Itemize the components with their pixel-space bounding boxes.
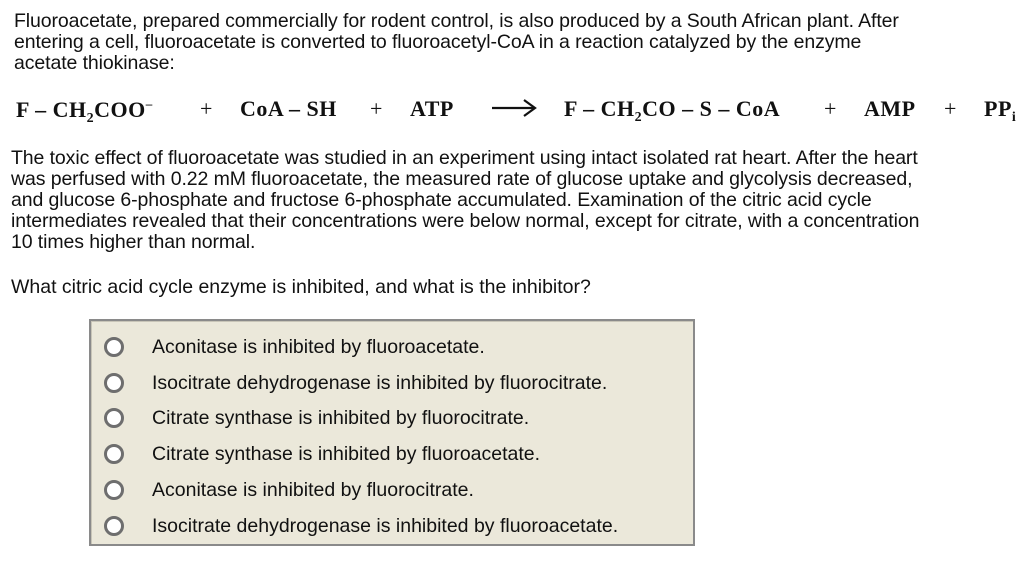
question-text: What citric acid cycle enzyme is inhibited, and what is the inhibitor?	[11, 276, 591, 298]
product-fluoroacetyl-coa: F – $CH_2CO$ – S – CoA	[564, 96, 781, 125]
experiment-line: intermediates revealed that their concentrations were below normal, except for citrate, with a concentration	[11, 210, 920, 232]
reactant-atp: ATP	[410, 96, 454, 121]
radio-button-icon[interactable]	[104, 408, 124, 428]
choice-label[interactable]: Citrate synthase is inhibited by fluoroacetate.	[152, 443, 541, 465]
intro-line: Fluoroacetate, prepared commercially for rodent control, is also produced by a South African plant. After	[14, 11, 899, 32]
reactant-coa-sh: CoA – SH	[240, 96, 337, 121]
experiment-line: The toxic effect of fluoroacetate was studied in an experiment using intact isolated rat heart. After the heart	[11, 148, 918, 169]
answer-choices-box	[89, 319, 695, 546]
choice-label[interactable]: Aconitase is inhibited by fluoroacetate.	[152, 336, 485, 358]
choice-label[interactable]: Citrate synthase is inhibited by fluorocitrate.	[152, 407, 530, 429]
experiment-paragraph	[11, 148, 1024, 253]
intro-paragraph	[14, 11, 1024, 74]
reactant-fluoroacetate: F – $CH_2COO^-$	[16, 96, 153, 126]
radio-button-icon[interactable]	[104, 516, 124, 536]
plus-sign: +	[370, 96, 383, 121]
choice-option-4[interactable]	[91, 439, 693, 473]
choice-option-2[interactable]	[91, 368, 693, 402]
plus-sign: +	[200, 96, 213, 121]
choice-label[interactable]: Isocitrate dehydrogenase is inhibited by fluoroacetate.	[152, 515, 619, 537]
radio-button-icon[interactable]	[104, 444, 124, 464]
radio-button-icon[interactable]	[104, 337, 124, 357]
radio-button-icon[interactable]	[104, 373, 124, 393]
choice-label[interactable]: Isocitrate dehydrogenase is inhibited by fluorocitrate.	[152, 372, 608, 394]
choice-option-5[interactable]	[91, 475, 693, 509]
choice-label[interactable]: Aconitase is inhibited by fluorocitrate.	[152, 479, 474, 501]
choice-option-1[interactable]	[91, 332, 693, 366]
radio-button-icon[interactable]	[104, 480, 124, 500]
experiment-line: 10 times higher than normal.	[11, 231, 256, 253]
choice-option-6[interactable]	[91, 511, 693, 545]
experiment-line: was perfused with 0.22 mM fluoroacetate, the measured rate of glucose uptake and glycolysis decreased,	[11, 168, 913, 190]
product-ppi: $PP_i$	[984, 96, 1017, 125]
plus-sign: +	[944, 96, 957, 121]
experiment-line: and glucose 6-phosphate and fructose 6-phosphate accumulated. Examination of the citric acid cycle	[11, 189, 872, 211]
intro-line: entering a cell, fluoroacetate is converted to fluoroacetyl-CoA in a reaction catalyzed by the enzyme	[14, 31, 862, 53]
reaction-arrow-icon	[490, 97, 538, 119]
choice-option-3[interactable]	[91, 403, 693, 437]
intro-line: acetate thiokinase:	[14, 52, 175, 74]
product-amp: AMP	[864, 96, 916, 121]
plus-sign: +	[824, 96, 837, 121]
